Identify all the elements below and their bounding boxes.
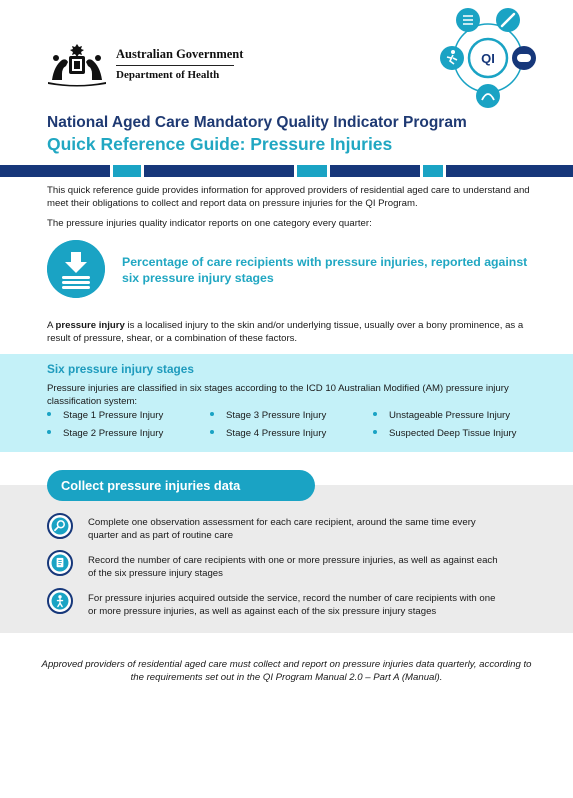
- bullet-icon: [373, 412, 377, 416]
- coat-of-arms-icon: [44, 40, 110, 88]
- collect-step: Record the number of care recipients with one or more pressure injuries, as well as against each of the six pressure injury stages: [88, 555, 498, 579]
- requirements-note: Approved providers of residential aged care must collect and report on pressure injuries data quarterly, according to the requirements set out in the QI Program Manual 2.0 – Part A (Manual).: [41, 659, 532, 683]
- definition-rest: is a localised injury to the skin and/or underlying tissue, usually over a bony prominence, as a result of pressure, shear, or a combination of these factors.: [47, 320, 524, 344]
- stage-label: Suspected Deep Tissue Injury: [389, 428, 517, 439]
- stage-label: Stage 4 Pressure Injury: [226, 428, 327, 439]
- bullet-icon: [210, 430, 214, 434]
- quality-indicator-measure: Percentage of care recipients with pressure injuries, reported against six pressure injury stages: [122, 255, 528, 285]
- stage-label: Stage 2 Pressure Injury: [63, 428, 164, 439]
- header-stripe: [0, 165, 573, 177]
- stage-list-item: [210, 428, 326, 440]
- bullet-icon: [210, 412, 214, 416]
- stage-list-item: [47, 410, 163, 422]
- collect-heading: Collect pressure injuries data: [47, 470, 315, 501]
- bullet-icon: [47, 412, 51, 416]
- medication-small-icon: [496, 8, 520, 32]
- pressure-injury-icon: [47, 240, 105, 298]
- government-logo: [44, 40, 254, 88]
- government-name: Australian Government: [116, 47, 244, 61]
- stage-label: Stage 3 Pressure Injury: [226, 410, 327, 421]
- pressure-injury-small-icon: [456, 8, 480, 32]
- stage-label: Stage 1 Pressure Injury: [63, 410, 164, 421]
- bullet-icon: [47, 430, 51, 434]
- pressure-injury-definition: [47, 319, 537, 345]
- weight-loss-small-icon: [476, 84, 500, 108]
- magnifier-icon: [47, 513, 73, 539]
- guide-title: Quick Reference Guide: Pressure Injuries: [47, 134, 393, 154]
- department-name: Department of Health: [116, 69, 220, 81]
- stages-heading: Six pressure injury stages: [47, 362, 194, 376]
- program-title: National Aged Care Mandatory Quality Indicator Program: [47, 114, 467, 131]
- stage-label: Unstageable Pressure Injury: [389, 410, 511, 421]
- stage-list-item: [210, 410, 326, 422]
- bullet-icon: [373, 430, 377, 434]
- stage-list-item: [373, 428, 516, 440]
- intro-paragraph: This quick reference guide provides information for approved providers of residential aged care to understand and meet their obligations to collect and report data on pressure injuries for the QI Program.: [47, 185, 530, 209]
- definition-term: pressure injury: [55, 320, 125, 331]
- stage-list-item: [373, 410, 510, 422]
- document-icon: [47, 550, 73, 576]
- falls-small-icon: [440, 46, 464, 70]
- person-icon: [47, 588, 73, 614]
- logo-divider: [116, 65, 234, 66]
- intro-category-line: The pressure injuries quality indicator reports on one category every quarter:: [47, 218, 372, 229]
- definition-prefix: A: [47, 320, 56, 331]
- collect-step: Complete one observation assessment for each care recipient, around the same time every quarter and as part of routine care: [88, 517, 476, 541]
- qi-label: QI: [481, 51, 495, 66]
- stage-list-item: [47, 428, 163, 440]
- stages-description: Pressure injuries are classified in six stages according to the ICD 10 Australian Modified (AM) pressure injury classification system:: [47, 383, 509, 407]
- collect-step: For pressure injuries acquired outside the service, record the number of care recipients with one or more pressure injuries, as well as against each of the six pressure injury stages: [88, 593, 496, 617]
- qi-program-badge: [432, 0, 552, 112]
- restraint-small-icon: [512, 46, 536, 70]
